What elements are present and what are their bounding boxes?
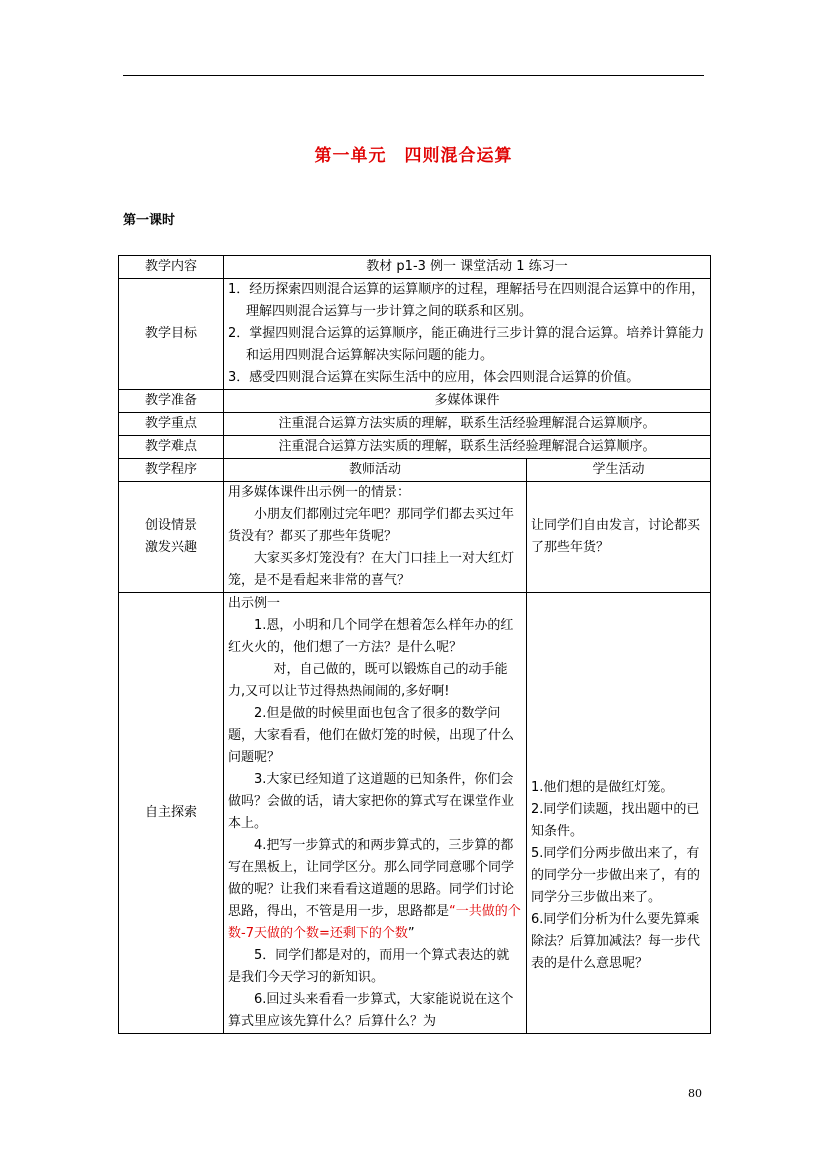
page-number: 80	[688, 1087, 702, 1100]
teacher-paragraph: 5．同学们都是对的，而用一个算式表达的就是我们今天学习的新知识。	[228, 948, 510, 985]
highlighted-formula: “一共做的个数-7天做的个数=还剩下的个数	[228, 904, 521, 941]
stage-1-label	[119, 482, 224, 593]
teacher-paragraph: 对，自己做的，既可以锻炼自己的动手能力,又可以让节过得热热闹闹的,多好啊!	[228, 662, 508, 699]
lesson-plan-table	[118, 255, 711, 1034]
goal-item: 2．掌握四则混合运算的运算顺序，能正确进行三步计算的混合运算。培养计算能力和运用四则混合运算解决实际问题的能力。	[228, 326, 705, 363]
lesson-heading: 第一课时	[123, 213, 176, 228]
value-key: 注重混合运算方法实质的理解，联系生活经验理解混合运算顺序。	[224, 413, 711, 436]
teacher-text: 4.把写一步算式的和两步算式的，三步算的都写在黑板上，让同学区分。那么同学同意哪个同学做的呢？让我们来看看这道题的思路。同学们讨论思路，得出，不管是用一步，思路都是	[228, 838, 515, 919]
student-paragraph: 1.他们想的是做红灯笼。	[531, 780, 674, 795]
student-paragraph: 6.同学们分析为什么要先算乘除法？后算加减法？每一步代表的是什么意思呢？	[531, 912, 701, 971]
header-student: 学生活动	[527, 459, 711, 482]
label-procedure: 教学程序	[119, 459, 224, 482]
teacher-paragraph: 3.大家已经知道了这道题的已知条件，你们会做吗？会做的话，请大家把你的算式写在课堂作业本上。	[228, 772, 515, 831]
teacher-paragraph: 小朋友们都刚过完年吧？那同学们都去买过年货没有？都买了那些年货呢？	[228, 507, 515, 544]
stage-1-student	[527, 482, 711, 593]
row-procedure-header	[119, 459, 711, 482]
row-prep	[119, 390, 711, 413]
value-prep: 多媒体课件	[224, 390, 711, 413]
row-stage-2	[119, 593, 711, 1034]
unit-title: 第一单元 四则混合运算	[314, 146, 513, 166]
row-difficulty	[119, 436, 711, 459]
student-paragraph: 5.同学们分两步做出来了，有的同学分一步做出来了，有的同学分三步做出来了。	[531, 846, 701, 905]
header-rule	[123, 75, 704, 76]
teacher-paragraph: 6.回过头来看看一步算式，大家能说说在这个算式里应该先算什么？后算什么？为	[228, 992, 514, 1029]
student-block	[531, 651, 706, 975]
stage-1-label-line: 激发兴趣	[144, 540, 197, 555]
stage-2-teacher	[224, 593, 527, 1034]
value-goals	[224, 279, 711, 390]
teacher-paragraph: 出示例一	[228, 596, 281, 611]
student-paragraph: 2.同学们读题，找出题中的已知条件。	[531, 802, 700, 839]
goal-item: 3．感受四则混合运算在实际生活中的应用，体会四则混合运算的价值。	[228, 370, 640, 385]
student-paragraph: 让同学们自由发言，讨论都买了那些年货？	[531, 518, 701, 555]
stage-2-student	[527, 593, 711, 1034]
stage-2-label: 自主探索	[119, 593, 224, 1034]
row-goals	[119, 279, 711, 390]
teacher-paragraph: 用多媒体课件出示例一的情景：	[228, 485, 411, 500]
label-difficulty: 教学难点	[119, 436, 224, 459]
stage-1-label-line: 创设情景	[144, 518, 197, 533]
value-content: 教材 p1-3 例一 课堂活动 1 练习一	[224, 256, 711, 279]
teacher-paragraph: 1.恩，小明和几个同学在想着怎么样年办的红红火火的，他们想了一方法？是什么呢？	[228, 618, 514, 655]
label-key: 教学重点	[119, 413, 224, 436]
label-content: 教学内容	[119, 256, 224, 279]
row-stage-1	[119, 482, 711, 593]
teacher-paragraph	[228, 835, 522, 945]
stage-1-teacher	[224, 482, 527, 593]
row-key	[119, 413, 711, 436]
goal-item: 1．经历探索四则混合运算的运算顺序的过程，理解括号在四则混合运算中的作用，理解四则混合运算与一步计算之间的联系和区别。	[228, 282, 705, 319]
label-goals: 教学目标	[119, 279, 224, 390]
label-prep: 教学准备	[119, 390, 224, 413]
value-difficulty: 注重混合运算方法实质的理解，联系生活经验理解混合运算顺序。	[224, 436, 711, 459]
teacher-paragraph: 大家买多灯笼没有？在大门口挂上一对大红灯笼，是不是看起来非常的喜气？	[228, 551, 515, 588]
teacher-text: ”	[407, 926, 415, 941]
header-teacher: 教师活动	[224, 459, 527, 482]
teacher-paragraph: 2.但是做的时候里面也包含了很多的数学问题，大家看看，他们在做灯笼的时候，出现了什么问题呢？	[228, 706, 515, 765]
row-content	[119, 256, 711, 279]
